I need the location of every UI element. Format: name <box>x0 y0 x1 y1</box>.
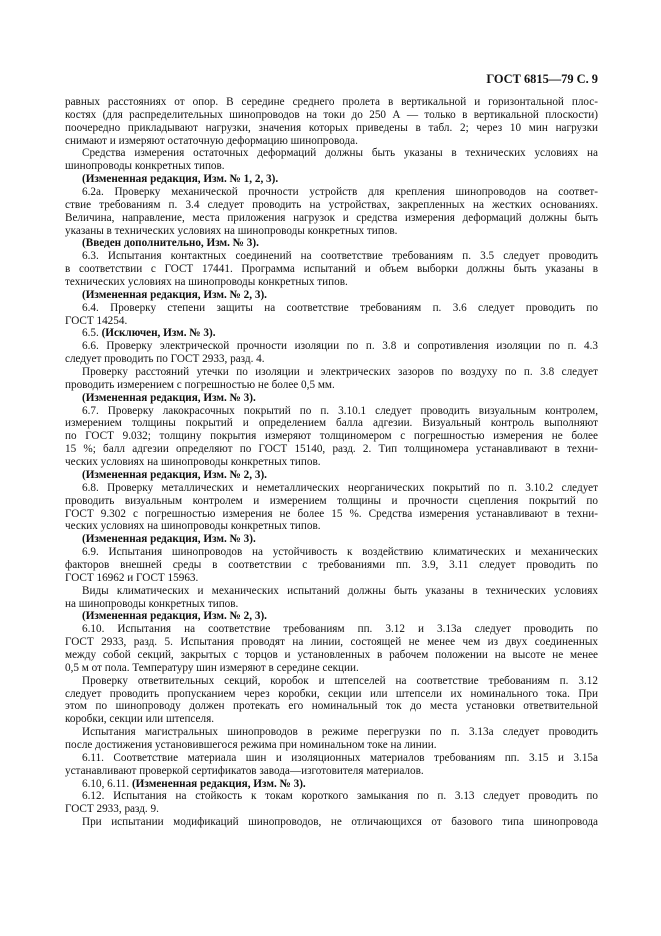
text-line: 6.7. Проверку лакокрасочных покрытий по п. 3.10.1 следует проводить визуальным контролем, <box>82 404 598 417</box>
amendment-text: (Исключен, Изм. № 3). <box>101 327 216 340</box>
text-line: костях (для распределительных шинопроводов на токи до 250 А — только в вертикальной плоскости) <box>65 108 598 121</box>
text-line <box>65 327 598 340</box>
paragraph <box>65 250 598 289</box>
text-line <box>65 533 598 546</box>
amendment-note <box>65 289 598 302</box>
text-line: Испытания магистральных шинопроводов в режиме перегрузки по п. 3.13а следует проводить <box>82 726 598 739</box>
text-line <box>65 237 598 250</box>
document-body <box>65 96 598 829</box>
amendment-note <box>65 392 598 405</box>
text-line <box>65 392 598 405</box>
amendment-note <box>65 533 598 546</box>
paragraph <box>65 405 598 469</box>
text-line: на шинопроводы конкретных типов. <box>65 597 239 610</box>
text-line: 6.3. Испытания контактных соединений на соответствие требованиям п. 3.5 следует проводить <box>82 250 598 263</box>
text-line: равных расстояниях от опор. В середине среднего пролета в вертикальной и горизонтальной плос- <box>65 96 598 108</box>
text-line: между собой секций, закрытых с торцов и установленных в рабочем положении на высоте не менее <box>65 648 598 661</box>
text-line: 6.2а. Проверку механической прочности устройств для крепления шинопроводов на соответ- <box>82 186 598 199</box>
text-line: ГОСТ 14254. <box>65 314 128 327</box>
text-line: 6.4. Проверку степени защиты на соответствие требованиям п. 3.6 следует проводить по <box>82 301 598 314</box>
amendment-text: (Введен дополнительно, Изм. № 3). <box>82 237 259 250</box>
amendment-text: (Измененная редакция, Изм. № 1, 2, 3). <box>82 173 279 186</box>
text-line: 6.6. Проверку электрической прочности изоляции по п. 3.8 и сопротивления изоляции по п. 4.3 <box>82 340 598 353</box>
text-line: 6.12. Испытания на стойкость к токам короткого замыкания по п. 3.13 следует проводить по <box>82 790 598 803</box>
paragraph <box>65 482 598 533</box>
paragraph <box>65 790 598 816</box>
text-line: измерением толщины покрытий и определением балла адгезии. Визуальный контроль выполняют <box>65 417 598 430</box>
text-line: При испытании модификаций шинопроводов, не отличающихся от базового типа шинопровода <box>82 816 598 829</box>
text-line <box>65 289 598 302</box>
text-line: технических условиях на шинопроводы конкретных типов. <box>65 276 348 289</box>
paragraph <box>65 726 598 752</box>
text-line: Виды климатических и механических испытаний должны быть указаны в технических условиях <box>82 584 598 597</box>
amendment-note <box>65 327 598 340</box>
amendment-note <box>65 610 598 623</box>
text-line: коробки, секции или штепселя. <box>65 713 215 726</box>
paragraph <box>65 816 598 829</box>
text-line: 6.9. Испытания шинопроводов на устойчивость к воздействию климатических и механических <box>82 546 598 559</box>
paragraph <box>65 340 598 366</box>
text-line: 15 %; балл адгезии определяют по ГОСТ 15140, разд. 2. Тип толщиномера устанавливают в техни- <box>65 443 598 456</box>
text-line: 6.8. Проверку металлических и неметаллических неорганических покрытий по п. 3.10.2 следует <box>82 481 598 494</box>
text-line: ГОСТ 9.302 с погрешностью измерения не более 15 %. Средства измерения устанавливают в техни- <box>65 507 598 520</box>
paragraph <box>65 96 598 147</box>
paragraph <box>65 302 598 328</box>
amendment-text: (Измененная редакция, Изм. № 2, 3). <box>82 288 267 301</box>
paragraph <box>65 546 598 585</box>
amendment-note <box>65 237 598 250</box>
text-line: ГОСТ 2933, разд. 9. <box>65 803 159 816</box>
paragraph <box>65 186 598 237</box>
text-line: устанавливают проверкой сертификатов завода—изготовителя материалов. <box>65 764 424 777</box>
text-line: ГОСТ 2933, разд. 5. Испытания проводят на линии, состоящей не менее чем из двух соединенных <box>65 636 598 649</box>
text-line: по ГОСТ 9.032; толщину покрытия измеряют толщиномером с погрешностью измерения не более <box>65 430 598 443</box>
text-line: факторов внешней среды в соответствии с требованиями пп. 3.9, 3.11 следует проводить по <box>65 558 598 571</box>
text-line <box>65 173 598 186</box>
text-line: снимают и измеряют остаточную деформацию шинопровода. <box>65 134 358 147</box>
text-line <box>65 610 598 623</box>
text-line: ствие требованиям п. 3.4 следует проводить на устройствах, закрепленных на жестких основаниях. <box>65 198 598 211</box>
paragraph <box>65 752 598 778</box>
text-line: указаны в технических условиях на шинопроводы конкретных типов. <box>65 224 398 237</box>
text-line: этом по шинопроводу должен протекать его номинальный ток до места установки ответвительной <box>65 700 598 713</box>
amendment-note <box>65 173 598 186</box>
text-line: Величина, направление, места приложения нагрузок и средства измерения деформаций должны быть <box>65 211 598 224</box>
page-header: ГОСТ 6815—79 С. 9 <box>486 72 598 86</box>
amendment-text: (Измененная редакция, Изм. № 3). <box>82 533 256 546</box>
amendment-text: (Измененная редакция, Изм. № 2, 3). <box>82 468 267 481</box>
text-line: 6.10. Испытания на соответствие требованиям пп. 3.12 и 3.13а следует проводить по <box>82 623 598 636</box>
text-line: следует проводить по ГОСТ 2933, разд. 4. <box>65 353 265 366</box>
text-line: 0,5 м от пола. Температуру шин измеряют в середине секции. <box>65 661 359 674</box>
text-line: Проверку расстояний утечки по изоляции и электрических зазоров по воздуху по п. 3.8 следует <box>82 366 598 379</box>
amendment-text: (Измененная редакция, Изм. № 2, 3). <box>82 610 267 623</box>
text-line <box>65 778 598 791</box>
paragraph <box>65 147 598 173</box>
text-line: ГОСТ 16962 и ГОСТ 15963. <box>65 571 199 584</box>
text-line: Проверку ответвительных секций, коробок и штепселей на соответствие требованиям п. 3.12 <box>82 674 598 687</box>
clause-number: 6.10, 6.11. <box>82 777 132 790</box>
text-line: 6.11. Соответствие материала шин и изоляционных материалов требованиям пп. 3.15 и 3.15а <box>82 751 598 764</box>
amendment-note <box>65 778 598 791</box>
amendment-text: (Измененная редакция, Изм. № 3). <box>131 777 306 790</box>
text-line: ческих условиях на шинопроводы конкретных типов. <box>65 456 321 469</box>
paragraph <box>65 366 598 392</box>
amendment-note <box>65 469 598 482</box>
text-line: в соответствии с ГОСТ 17441. Программа испытаний и объем выборки должны быть указаны в <box>65 263 598 276</box>
text-line: проводить визуальным контролем и измерением толщины и прочности сцепления покрытий по <box>65 494 598 507</box>
paragraph <box>65 623 598 674</box>
text-line: Средства измерения остаточных деформаций должны быть указаны в технических условиях на <box>82 147 598 160</box>
text-line: проводить измерением с погрешностью не более 0,5 мм. <box>65 378 335 391</box>
paragraph <box>65 585 598 611</box>
text-line: поочередно прикладывают нагрузки, значения которых приведены в табл. 2; через 10 мин нагрузки <box>65 121 598 134</box>
text-line: следует проводить пропусканием через коробки, секции или штепсели их номинального тока. При <box>65 687 598 700</box>
clause-number: 6.5. <box>82 327 102 340</box>
paragraph <box>65 675 598 726</box>
text-line <box>65 469 598 482</box>
amendment-text: (Измененная редакция, Изм. № 3). <box>82 391 256 404</box>
text-line: шинопроводы конкретных типов. <box>65 160 225 173</box>
text-line: ческих условиях на шинопроводы конкретных типов. <box>65 520 321 533</box>
text-line: после достижения установившегося режима при номинальном токе на линии. <box>65 738 437 751</box>
